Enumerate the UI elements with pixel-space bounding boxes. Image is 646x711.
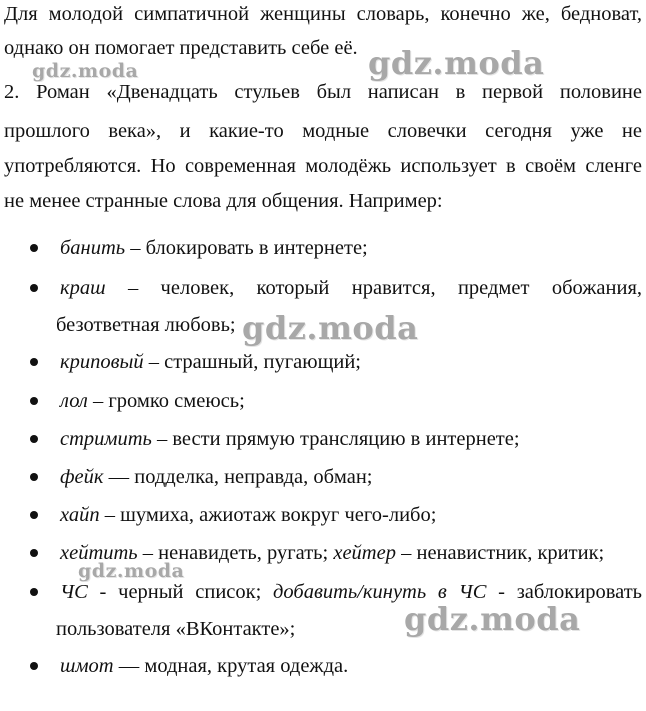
definition: — подделка, неправда, обман; [103,466,373,488]
term: хейтить [60,542,138,564]
definition-2: – ненавистник, критик; [395,542,605,564]
watermark: gdz.moda [404,600,581,638]
definition: – шумиха, ажиотаж вокруг чего-либо; [99,504,437,526]
bullet-icon [30,473,38,481]
bullet-icon [30,284,38,292]
intro-line-1: Для молодой симпатичной женщины словарь, конечно же, бедноват, [4,3,642,25]
bullet-icon [30,549,38,557]
watermark: gdz.moda [32,60,139,82]
definition: - черный список; [87,581,274,603]
definition: – страшный, пугающий; [143,351,361,373]
definition: – человек, который нравится, предмет обожания, [105,277,642,299]
term: ЧС [60,581,88,603]
para2-line-4: не менее странные слова для общения. Например: [4,190,443,212]
definition: — модная, крутая одежда. [113,655,349,677]
term: шмот [60,655,114,677]
bullet-icon [30,358,38,366]
term: краш [60,277,106,299]
term: стримить [60,428,152,450]
list-item-continuation: пользователя «ВКонтакте»; [56,618,296,640]
definition: – ненавидеть, ругать; [137,542,334,564]
term: фейк [60,466,104,488]
para2-line-1: 2. Роман «Двенадцать стульев был написан в первой половине [4,81,642,103]
watermark: gdz.moda [242,309,419,347]
definition: – громко смеюсь; [87,390,245,412]
definition-2: - заблокировать [486,581,643,603]
bullet-icon [30,588,38,596]
term: лол [60,390,88,412]
intro-line-2: однако он помогает представить себе её. [4,37,358,59]
watermark: gdz.moda [368,44,545,82]
term: банить [60,237,126,259]
para2-line-3: употребляются. Но современная молодёжь использует в своём сленге [4,155,642,177]
bullet-icon [30,435,38,443]
bullet-icon [30,662,38,670]
bullet-icon [30,244,38,252]
para2-line-2: прошлого века», и какие-то модные словечки сегодня уже не [4,120,642,142]
definition: – вести прямую трансляцию в интернете; [151,428,520,450]
list-item-continuation: безответная любовь; [56,314,236,336]
term-2: добавить/кинуть в ЧС [273,581,487,603]
bullet-icon [30,511,38,519]
term: криповый [60,351,144,373]
term: хайп [60,504,100,526]
watermark: gdz.moda [78,560,185,582]
definition: – блокировать в интернете; [125,237,368,259]
term-2: хейтер [333,542,396,564]
bullet-icon [30,397,38,405]
